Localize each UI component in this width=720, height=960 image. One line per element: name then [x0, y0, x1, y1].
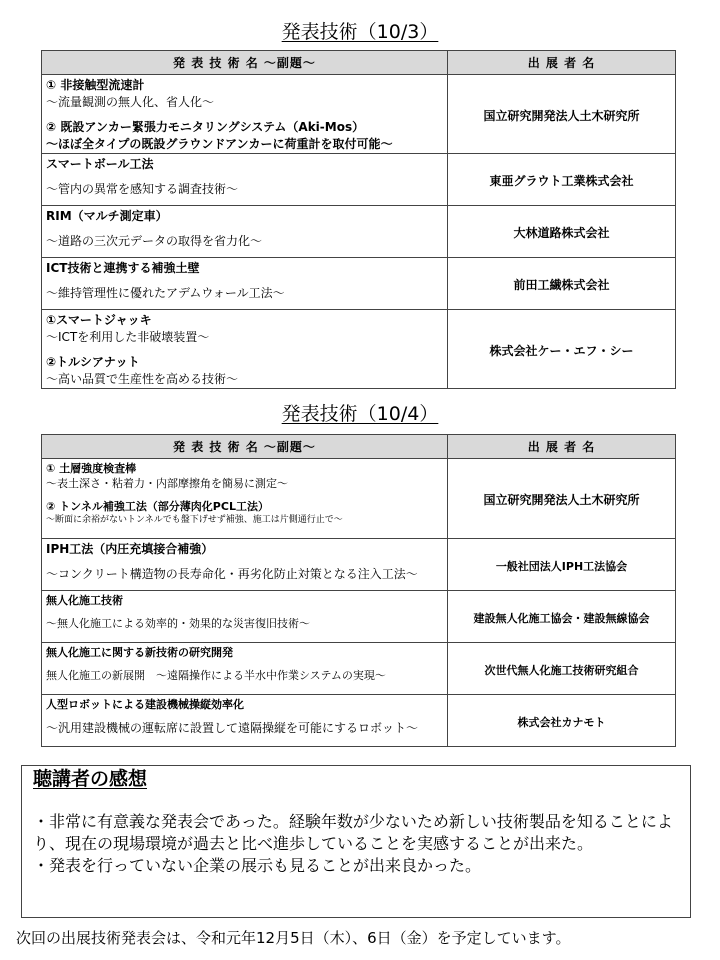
tech-title: 人型ロボットによる建設機械操縦効率化 [46, 698, 244, 711]
tech-cell [42, 75, 448, 154]
impressions-title: 聴講者の感想 [33, 768, 148, 790]
tech-subtitle: ～維持管理性に優れたアデムウォール工法～ [46, 286, 285, 300]
session2-title: 発表技術（10/4） [281, 403, 439, 425]
exhibitor-name: 株式会社カナモト [448, 695, 676, 747]
table-header-row [42, 51, 676, 75]
exhibitor-name: 次世代無人化施工技術研究組合 [448, 643, 676, 695]
tech-title: ①スマートジャッキ [46, 313, 152, 327]
table-row [42, 258, 676, 310]
next-event-note: 次回の出展技術発表会は、令和元年12月5日（木）、6日（金）を予定しています。 [16, 929, 571, 947]
session1-title: 発表技術（10/3） [281, 21, 439, 43]
tech-subtitle: ～ほぼ全タイプの既設グラウンドアンカーに荷重計を取付可能～ [46, 137, 393, 151]
tech-subtitle: ～汎用建設機械の運転席に設置して遠隔操縦を可能にするロボット～ [46, 721, 419, 735]
table-row [42, 75, 676, 154]
tech-subtitle: ～道路の三次元データの取得を省力化～ [46, 234, 263, 248]
tech-subtitle: ～流量観測の無人化、省人化～ [46, 95, 215, 109]
tech-subtitle: ～コンクリート構造物の長寿命化・再劣化防止対策となる注入工法～ [46, 567, 418, 581]
impression-paragraph: ・非常に有意義な発表会であった。経験年数が少ないため新しい技術製品を知ることにより、現在の現場環境が過去と比べ進歩していることを実感することが出来た。 [33, 812, 673, 853]
exhibitor-name: 国立研究開発法人土木研究所 [448, 459, 676, 539]
exhibitor-name: 株式会社ケー・エフ・シー [448, 310, 676, 389]
tech-title: スマートボール工法 [46, 157, 154, 171]
header-tech-name: 発 表 技 術 名 ～副題～ [42, 51, 448, 75]
tech-cell [42, 206, 448, 258]
table-row [42, 206, 676, 258]
tech-title: ② 既設アンカー緊張力モニタリングシステム（Aki-Mos） [46, 120, 365, 134]
tech-title: ICT技術と連携する補強土壁 [46, 261, 200, 275]
exhibitor-name: 大林道路株式会社 [448, 206, 676, 258]
tech-title: 無人化施工に関する新技術の研究開発 [46, 646, 233, 659]
exhibitor-name: 国立研究開発法人土木研究所 [448, 75, 676, 154]
tech-cell [42, 591, 448, 643]
header-tech-name: 発 表 技 術 名 ～副題～ [42, 435, 448, 459]
table-row [42, 539, 676, 591]
session2-table [41, 434, 676, 747]
tech-cell [42, 643, 448, 695]
tech-cell [42, 310, 448, 389]
tech-title: 無人化施工技術 [46, 594, 123, 607]
tech-subtitle: ～断面に余裕がないトンネルでも盤下げせず補強、施工は片側通行止で～ [46, 515, 343, 525]
table-row [42, 459, 676, 539]
header-exhibitor: 出 展 者 名 [448, 51, 676, 75]
tech-cell [42, 459, 448, 539]
tech-title: ② トンネル補強工法（部分薄肉化PCL工法） [46, 500, 269, 513]
tech-title: RIM（マルチ測定車） [46, 209, 168, 223]
exhibitor-name: 東亜グラウト工業株式会社 [448, 154, 676, 206]
table-row [42, 310, 676, 389]
tech-title: ① 土層強度検査棒 [46, 462, 137, 475]
impression-paragraph: ・発表を行っていない企業の展示も見ることが出来良かった。 [33, 856, 482, 875]
tech-title: ②トルシアナット [46, 355, 140, 369]
table-row [42, 695, 676, 747]
impressions-body [33, 811, 681, 877]
tech-title: ① 非接触型流速計 [46, 78, 145, 92]
table-row [42, 643, 676, 695]
exhibitor-name: 建設無人化施工協会・建設無線協会 [448, 591, 676, 643]
exhibitor-name: 一般社団法人IPH工法協会 [448, 539, 676, 591]
tech-title: IPH工法（内圧充填接合補強） [46, 542, 214, 556]
table-header-row [42, 435, 676, 459]
tech-subtitle: ～高い品質で生産性を高める技術～ [46, 372, 239, 386]
tech-cell [42, 539, 448, 591]
exhibitor-name: 前田工繊株式会社 [448, 258, 676, 310]
tech-cell [42, 258, 448, 310]
tech-subtitle: ～表土深さ・粘着力・内部摩擦角を簡易に測定～ [46, 477, 288, 490]
tech-subtitle: 無人化施工の新展開 ～遠隔操作による半水中作業システムの実現～ [46, 669, 386, 682]
tech-cell [42, 154, 448, 206]
table-row [42, 591, 676, 643]
session1-table [41, 50, 676, 389]
tech-subtitle: ～管内の異常を感知する調査技術～ [46, 182, 239, 196]
header-exhibitor: 出 展 者 名 [448, 435, 676, 459]
impressions-box [21, 765, 691, 918]
table-row [42, 154, 676, 206]
tech-subtitle: ～ICTを利用した非破壊装置～ [46, 330, 210, 344]
tech-cell [42, 695, 448, 747]
tech-subtitle: ～無人化施工による効率的・効果的な災害復旧技術～ [46, 617, 310, 630]
